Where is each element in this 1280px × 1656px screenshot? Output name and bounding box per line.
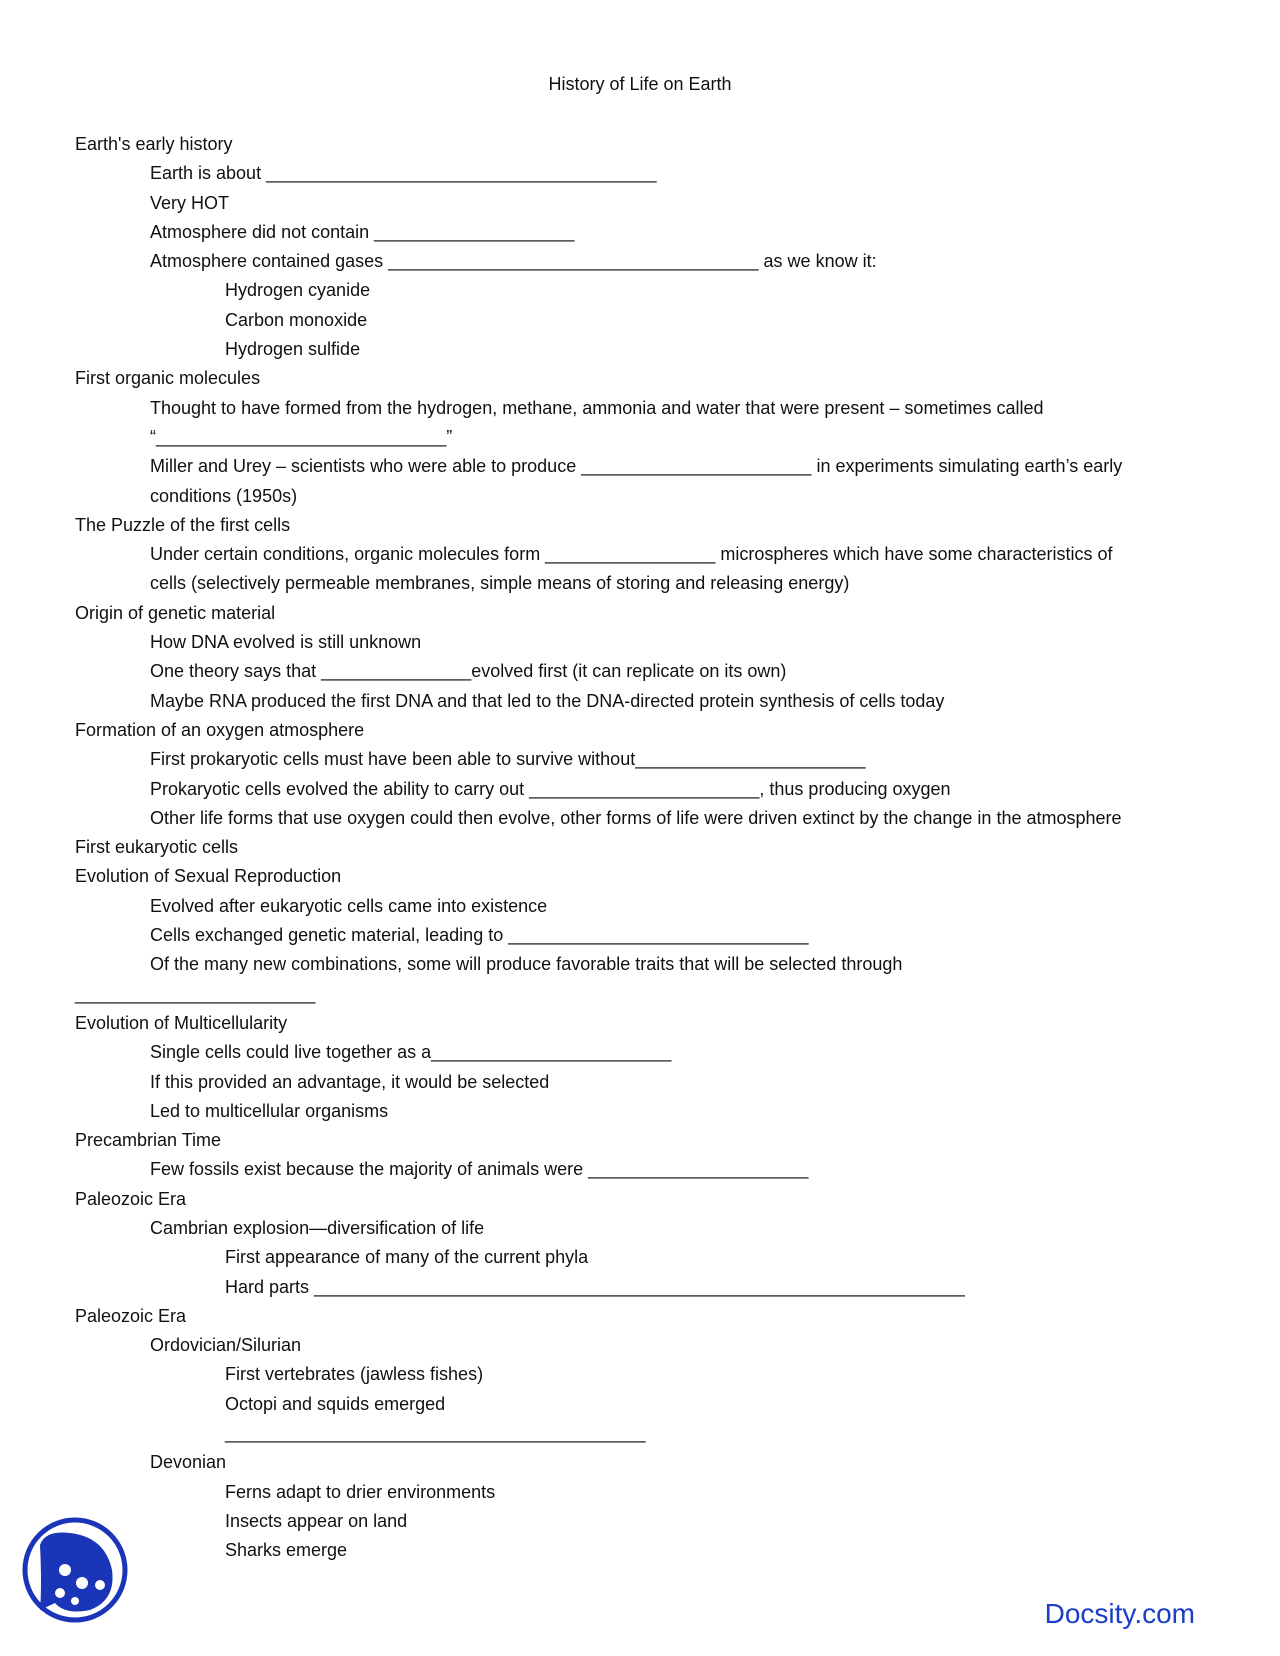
outline-item: Cambrian explosion—diversification of life [150, 1217, 485, 1238]
outline-heading: First eukaryotic cells [75, 837, 239, 858]
outline-item: Atmosphere contained gases _____________________________________ as we know it: [150, 251, 877, 272]
outline-heading: Earth's early history [75, 134, 233, 154]
outline-heading: Evolution of Multicellularity [75, 1012, 288, 1033]
outline-subitem: __________________________________________ [225, 1423, 646, 1444]
outline-subitem: First vertebrates (jawless fishes) [225, 1364, 484, 1385]
outline-item: Very HOT [150, 192, 230, 213]
outline-item: How DNA evolved is still unknown [150, 632, 422, 653]
outline-item: Thought to have formed from the hydrogen, methane, ammonia and water that were present – sometimes called [150, 397, 1044, 418]
outline-item: Under certain conditions, organic molecules form _________________ microspheres which have some characteristics of [150, 544, 1113, 565]
outline-item: Of the many new combinations, some will produce favorable traits that will be selected through [150, 954, 903, 975]
outline-item: Few fossils exist because the majority of animals were ______________________ [150, 1159, 809, 1180]
docsity-logo-icon [20, 1515, 130, 1625]
outline-item: Maybe RNA produced the first DNA and that led to the DNA-directed protein synthesis of cells today [150, 690, 945, 711]
outline-item: Devonian [150, 1452, 227, 1473]
outline-item: Cells exchanged genetic material, leading to ______________________________ [150, 925, 809, 946]
outline-heading: Precambrian Time [75, 1130, 222, 1151]
outline-item: One theory says that _______________evolved first (it can replicate on its own) [150, 661, 787, 682]
outline-subitem: Hard parts _________________________________________________________________ [225, 1276, 965, 1297]
outline-heading: The Puzzle of the first cells [75, 514, 291, 535]
outline-item: First prokaryotic cells must have been able to survive without_______________________ [150, 749, 866, 770]
outline-subitem: Hydrogen cyanide [225, 280, 371, 301]
outline-item: Prokaryotic cells evolved the ability to carry out _______________________, thus producing oxygen [150, 778, 951, 799]
outline-item: conditions (1950s) [150, 485, 298, 506]
outline-item: Earth is about _______________________________________ [150, 163, 657, 184]
docsity-brand-link[interactable]: Docsity.com [1044, 1598, 1195, 1629]
outline-subitem: Ferns adapt to drier environments [225, 1481, 496, 1502]
outline-heading: First organic molecules [75, 368, 261, 389]
outline-item: Ordovician/Silurian [150, 1335, 302, 1356]
outline-item: cells (selectively permeable membranes, simple means of storing and releasing energy) [150, 573, 850, 594]
outline-item: Evolved after eukaryotic cells came into existence [150, 895, 548, 916]
outline-item: Miller and Urey – scientists who were able to produce _______________________ in experiments simulating earth’s early [150, 456, 1123, 477]
outline-heading: Evolution of Sexual Reproduction [75, 866, 342, 887]
outline-subitem: Octopi and squids emerged [225, 1393, 446, 1414]
outline-blank-line: ________________________ [75, 983, 316, 1004]
outline-item: Other life forms that use oxygen could then evolve, other forms of life were driven extinct by the change in the atmosphere [150, 807, 1122, 828]
outline-subitem: Carbon monoxide [225, 309, 368, 330]
outline-heading: Formation of an oxygen atmosphere [75, 719, 365, 740]
outline-subitem: Insects appear on land [225, 1510, 408, 1531]
outline-item: Led to multicellular organisms [150, 1100, 389, 1121]
page-title: History of Life on Earth [548, 74, 732, 94]
outline-item: Single cells could live together as a________________________ [150, 1042, 672, 1063]
outline-heading: Paleozoic Era [75, 1305, 187, 1326]
outline-heading: Paleozoic Era [75, 1188, 187, 1209]
outline-item: Atmosphere did not contain ____________________ [150, 221, 575, 242]
outline-subitem: Hydrogen sulfide [225, 339, 361, 360]
outline-subitem: Sharks emerge [225, 1540, 348, 1561]
outline-item: “_____________________________” [150, 426, 453, 447]
outline-item: If this provided an advantage, it would be selected [150, 1071, 550, 1092]
outline-subitem: First appearance of many of the current phyla [225, 1247, 589, 1268]
outline-content [75, 130, 1215, 1566]
outline-heading: Origin of genetic material [75, 602, 276, 623]
